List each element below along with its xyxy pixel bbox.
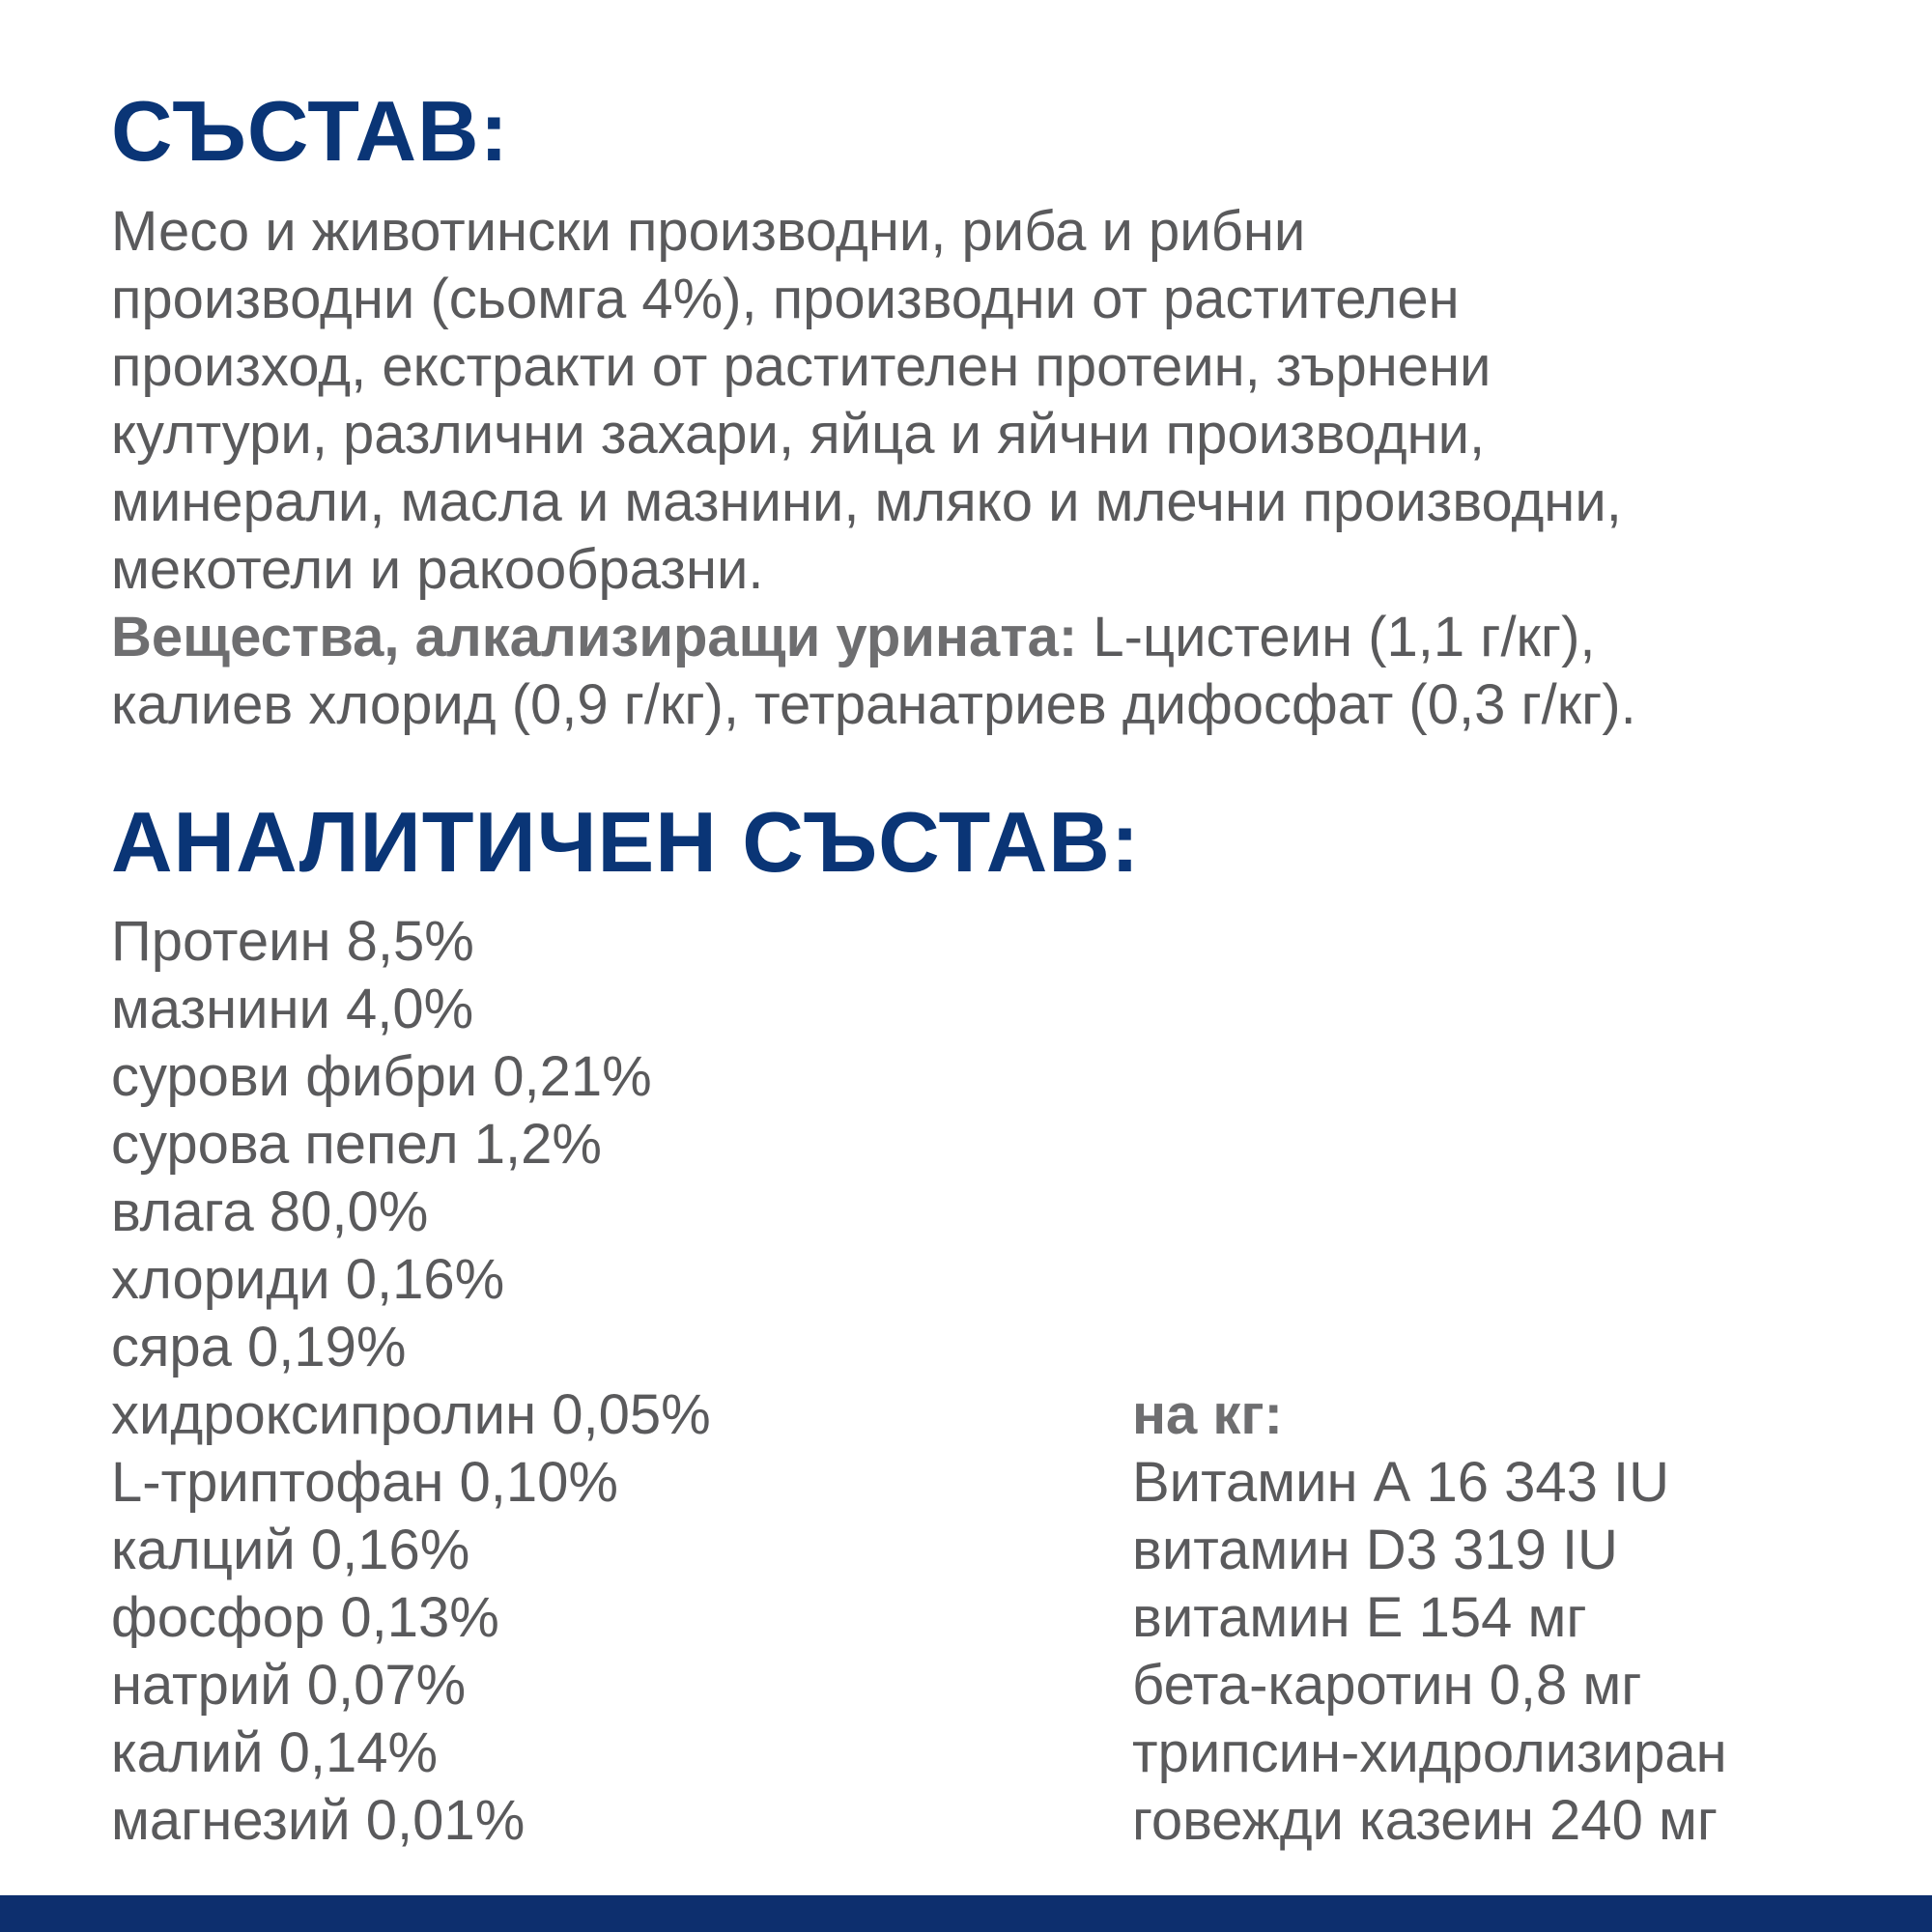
urine-additives-label: Вещества, алкализиращи урината:	[111, 606, 1078, 668]
ingredients-line: култури, различни захари, яйца и яйчни производни,	[111, 403, 1486, 466]
ingredients-line: мекотели и ракообразни.	[111, 538, 764, 601]
urine-additives-value: L-цистеин (1,1 г/кг),	[1077, 606, 1596, 668]
per-kg-title: на кг:	[1132, 1383, 1283, 1446]
analytical-item: сурови фибри 0,21%	[111, 1045, 652, 1108]
analytical-item: мазнини 4,0%	[111, 978, 474, 1040]
urine-additives-line	[111, 604, 1879, 671]
per-kg-list	[1132, 1449, 1727, 1855]
per-kg-item: говежди казеин 240 мг	[1132, 1789, 1718, 1852]
analytical-item: хлориди 0,16%	[111, 1248, 505, 1311]
per-kg-item: витамин D3 319 IU	[1132, 1519, 1618, 1581]
ingredients-line: производни (сьомга 4%), производни от растителен	[111, 268, 1460, 330]
composition-heading: СЪСТАВ:	[111, 83, 509, 179]
analytical-item: сурова пепел 1,2%	[111, 1113, 602, 1176]
ingredients-paragraph	[111, 198, 1879, 739]
per-kg-item: бета-каротин 0,8 мг	[1132, 1654, 1642, 1717]
per-kg-block	[1132, 1381, 1727, 1855]
ingredients-line: минерали, масла и мазнини, мляко и млечни производни,	[111, 470, 1622, 533]
analytical-item: калций 0,16%	[111, 1519, 470, 1581]
analytical-item: магнезий 0,01%	[111, 1789, 526, 1852]
analytical-item: сяра 0,19%	[111, 1316, 407, 1378]
ingredients-line: произход, екстракти от растителен протеин, зърнени	[111, 335, 1492, 398]
per-kg-item: витамин Е 154 мг	[1132, 1586, 1587, 1649]
analytical-item: натрий 0,07%	[111, 1654, 467, 1717]
ingredients-line: Месо и животински производни, риба и рибни	[111, 200, 1306, 263]
per-kg-item: трипсин-хидролизиран	[1132, 1721, 1727, 1784]
analytical-item: Протеин 8,5%	[111, 910, 474, 973]
urine-additives-line: калиев хлорид (0,9 г/кг), тетранатриев дифосфат (0,3 г/кг).	[111, 673, 1636, 736]
analytical-item: калий 0,14%	[111, 1721, 439, 1784]
analytical-item: хидроксипролин 0,05%	[111, 1383, 711, 1446]
analytical-item: L-триптофан 0,10%	[111, 1451, 618, 1514]
footer-bar	[0, 1895, 1932, 1932]
per-kg-item: Витамин А 16 343 IU	[1132, 1451, 1669, 1514]
analytical-heading: АНАЛИТИЧЕН СЪСТАВ:	[111, 794, 1141, 890]
analytical-item: фосфор 0,13%	[111, 1586, 499, 1649]
analytical-item: влага 80,0%	[111, 1180, 429, 1243]
analytical-list	[111, 908, 711, 1855]
